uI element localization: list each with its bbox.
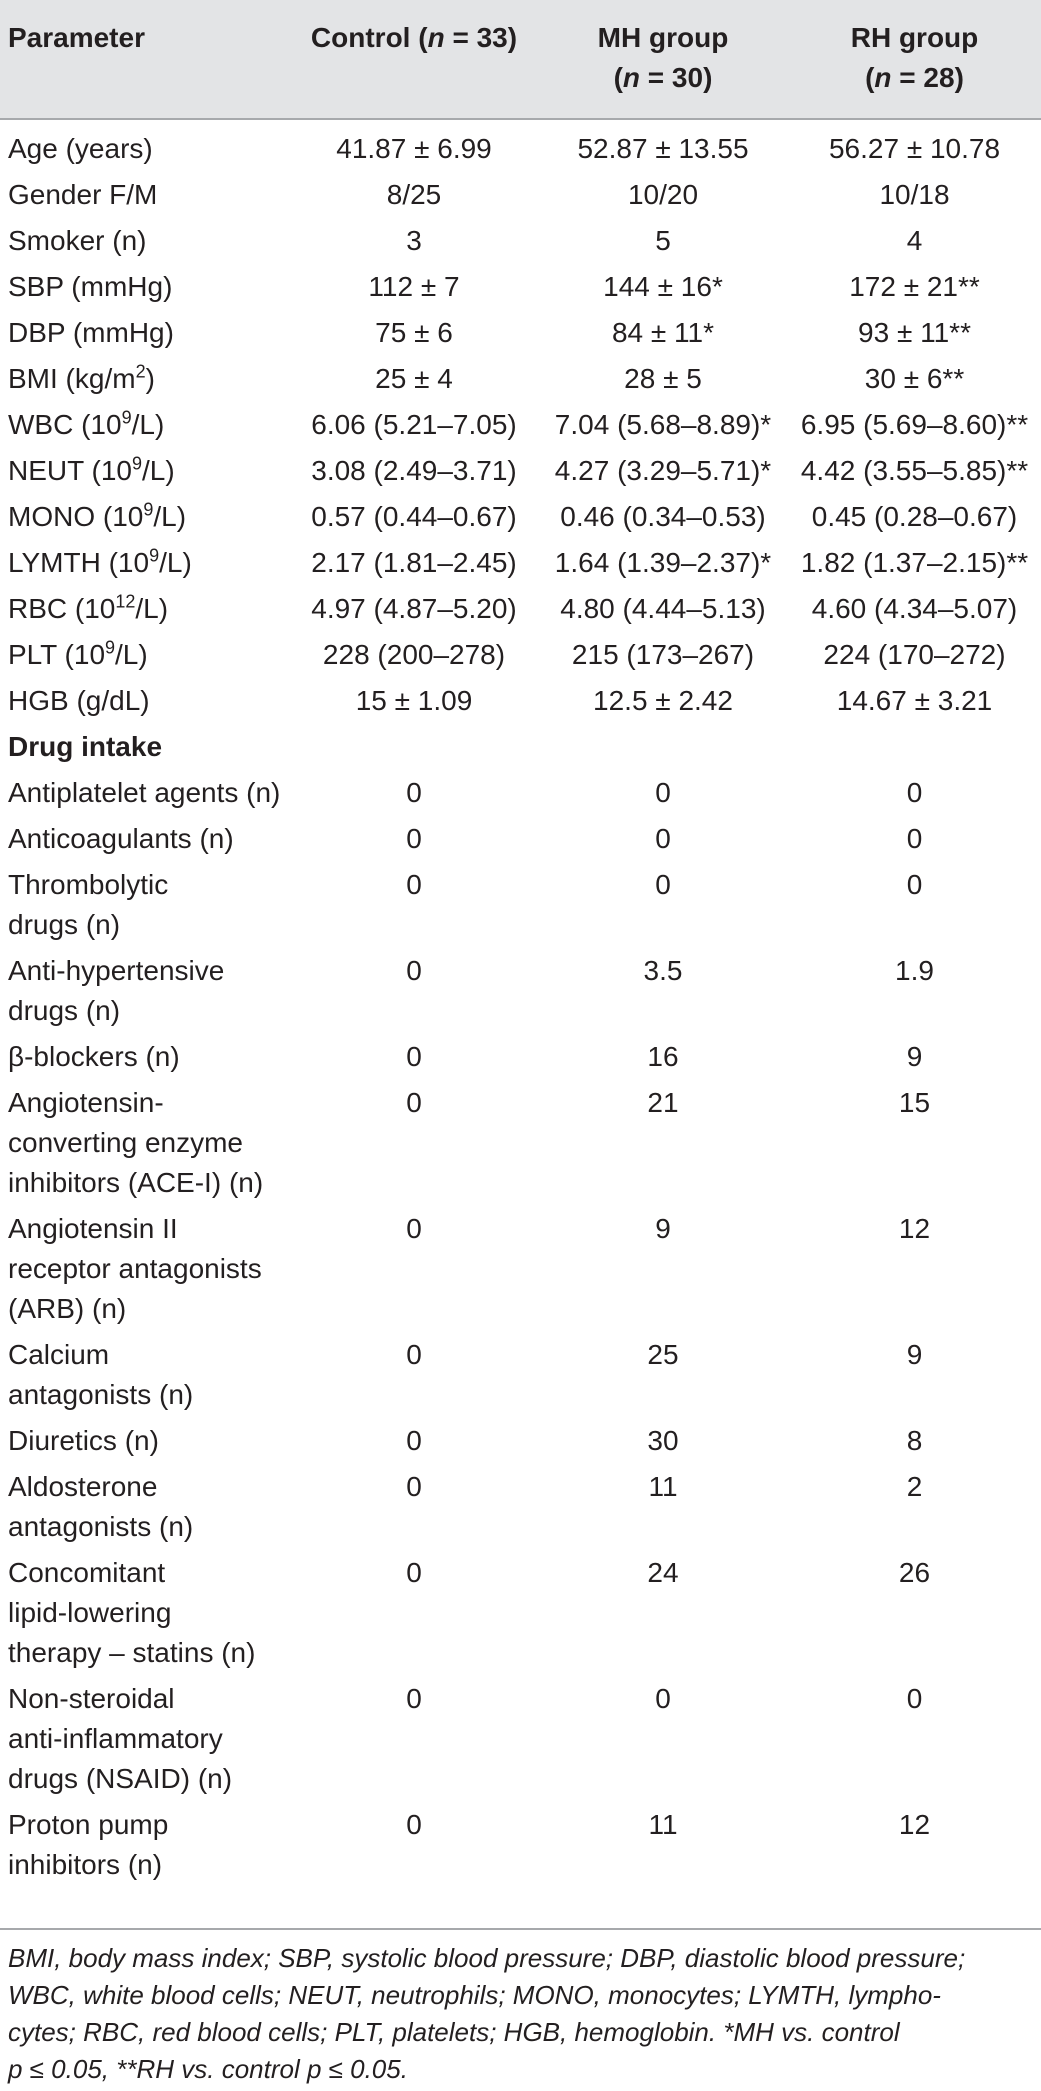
control-cell: 2.17 (1.81–2.45)	[311, 547, 517, 578]
rh-group-cell: 8	[906, 1425, 923, 1456]
table-row	[0, 497, 1041, 543]
table-row	[0, 1421, 1041, 1467]
rh-group-cell: 0	[906, 1683, 923, 1714]
table-row	[0, 451, 1041, 497]
parameter-cell: Diuretics (n)	[8, 1425, 159, 1456]
parameter-cell: RBC $(10^{12}/L)$	[8, 591, 169, 624]
mh-group-cell: 0	[655, 823, 671, 854]
parameter-cell: MONO $(10^9/L)$	[8, 499, 187, 532]
control-cell: 0	[406, 869, 422, 900]
footnote-rule	[0, 1928, 1041, 1930]
rh-group-cell: 1.9	[895, 955, 934, 986]
table-row	[0, 175, 1041, 221]
mh-group-cell: 3.5	[643, 955, 683, 986]
mh-group-cell: 24	[647, 1557, 679, 1588]
control-cell: 0	[406, 1471, 422, 1502]
control-cell: 4.97 (4.87–5.20)	[311, 593, 517, 624]
control-cell: 0	[406, 1557, 422, 1588]
mh-group-cell: 25	[647, 1339, 679, 1370]
parameter-cell: Antiplatelet agents (n)	[8, 777, 281, 808]
control-cell: 8/25	[386, 179, 442, 210]
control-cell: 25 ± 4	[375, 363, 453, 394]
mh-group-cell: 30	[647, 1425, 679, 1456]
mh-group-cell: 1.64 (1.39–2.37)*	[554, 547, 772, 578]
parameter-cell: Concomitant lipid-lowering therapy – statins (n)	[8, 1557, 256, 1668]
parameter-cell: Non-steroidal anti-inflammatory drugs (NSAID) (n)	[8, 1683, 233, 1794]
table-row	[0, 118, 1041, 175]
header-cell: Parameter	[8, 22, 145, 53]
rh-group-cell: 172 ± 21**	[849, 271, 980, 302]
rh-group-cell: 2	[906, 1471, 923, 1502]
rh-group-cell: 12	[898, 1213, 931, 1244]
header-cell: Control (n = 33)	[310, 22, 518, 53]
control-cell: 3	[406, 225, 422, 256]
footnote: BMI, body mass index; SBP, systolic blood pressure; DBP, diastolic blood pressure; WBC, white blood cells; NEUT, neutrophils; MONO, monocytes; LYMTH, lympho- cytes; RBC, red blood cells; PLT, platelets; HGB, hemoglobin. *MH vs. control p ≤ 0.05, **RH vs. control p ≤ 0.05.	[8, 1943, 966, 2084]
control-cell: 0	[406, 1041, 422, 1072]
parameter-cell: BMI $(kg/m^2)$	[8, 361, 155, 394]
parameter-cell: NEUT $(10^9/L)$	[8, 453, 175, 486]
parameter-cell: HGB (g/dL)	[8, 685, 150, 716]
rh-group-cell: 4.60 (4.34–5.07)	[811, 593, 1018, 624]
rh-group-cell: 26	[898, 1557, 931, 1588]
control-cell: 112 ± 7	[368, 271, 460, 302]
rh-group-cell: 12	[898, 1809, 931, 1840]
mh-group-cell: 52.87 ± 13.55	[577, 133, 749, 164]
table-row	[0, 1083, 1041, 1209]
table-row	[0, 1467, 1041, 1553]
table-row	[0, 1209, 1041, 1335]
table-row	[0, 819, 1041, 865]
table-row	[0, 635, 1041, 681]
mh-group-cell: 16	[647, 1041, 679, 1072]
mh-group-cell: 0	[655, 1683, 671, 1714]
table-row	[0, 589, 1041, 635]
control-cell: 0	[406, 1425, 422, 1456]
mh-group-cell: 4.80 (4.44–5.13)	[560, 593, 766, 624]
control-cell: 0	[406, 1087, 422, 1118]
header-cell: RH group (n = 28)	[850, 22, 979, 93]
mh-group-cell: 10/20	[627, 179, 699, 210]
control-cell: 0	[406, 1683, 422, 1714]
parameter-cell: Calcium antagonists (n)	[8, 1339, 194, 1410]
table-row	[0, 865, 1041, 951]
table-row	[0, 1805, 1041, 1891]
parameter-cell: Proton pump inhibitors (n)	[8, 1809, 169, 1880]
rh-group-cell: 93 ± 11**	[858, 317, 971, 348]
table-body	[0, 118, 1041, 1891]
header-rule	[0, 118, 1041, 120]
control-cell: 0	[406, 1339, 422, 1370]
mh-group-cell: 5	[655, 225, 671, 256]
rh-group-cell: 30 ± 6**	[864, 363, 965, 394]
parameter-cell: Angiotensin- converting enzyme inhibitors (ACE-I) (n)	[8, 1087, 264, 1198]
control-cell: 75 ± 6	[375, 317, 453, 348]
table-row	[0, 951, 1041, 1037]
rh-group-cell: 9	[906, 1339, 923, 1370]
parameter-cell: Aldosterone antagonists (n)	[8, 1471, 194, 1542]
control-cell: 41.87 ± 6.99	[336, 133, 492, 164]
control-cell: 228 (200–278)	[322, 639, 506, 670]
mh-group-cell: 144 ± 16*	[603, 271, 723, 302]
table-row	[0, 543, 1041, 589]
mh-group-cell: 0	[655, 869, 671, 900]
parameter-cell: SBP (mmHg)	[8, 271, 173, 302]
rh-group-cell: 6.95 (5.69–8.60)**	[800, 409, 1029, 440]
parameter-cell: Age (years)	[8, 133, 153, 164]
mh-group-cell: 215 (173–267)	[571, 639, 755, 670]
table-row	[0, 1553, 1041, 1679]
rh-group-cell: 1.82 (1.37–2.15)**	[800, 547, 1029, 578]
rh-group-cell: 14.67 ± 3.21	[836, 685, 993, 716]
table-row	[0, 359, 1041, 405]
control-cell: 15 ± 1.09	[355, 685, 473, 716]
control-cell: 0	[406, 955, 422, 986]
mh-group-cell: 0	[655, 777, 671, 808]
parameter-cell: Thrombolytic drugs (n)	[8, 869, 169, 940]
parameter-cell: WBC $(10^9/L)$	[8, 407, 165, 440]
table-row	[0, 313, 1041, 359]
header-cell: MH group (n = 30)	[597, 22, 729, 93]
table-row	[0, 267, 1041, 313]
rh-group-cell: 0	[906, 869, 923, 900]
parameter-cell: Smoker (n)	[8, 225, 147, 256]
mh-group-cell: 7.04 (5.68–8.89)*	[554, 409, 772, 440]
control-cell: 0.57 (0.44–0.67)	[311, 501, 517, 532]
parameter-cell: LYMTH $(10^9/L)$	[8, 545, 192, 578]
table-row	[0, 681, 1041, 727]
control-cell: 0	[406, 1809, 422, 1840]
table-row	[0, 1679, 1041, 1805]
rh-group-cell: 4	[906, 225, 923, 256]
rh-group-cell: 224 (170–272)	[823, 639, 1006, 670]
mh-group-cell: 11	[648, 1471, 678, 1502]
table-row	[0, 1335, 1041, 1421]
mh-group-cell: 4.27 (3.29–5.71)*	[554, 455, 772, 486]
rh-group-cell: 0	[906, 777, 923, 808]
control-cell: 0	[406, 823, 422, 854]
table-row	[0, 221, 1041, 267]
table-row	[0, 405, 1041, 451]
section-row	[0, 727, 1041, 773]
mh-group-cell: 28 ± 5	[624, 363, 702, 394]
section-heading: Drug intake	[8, 731, 163, 762]
mh-group-cell: 21	[647, 1087, 679, 1118]
header-row	[0, 0, 1041, 118]
mh-group-cell: 84 ± 11*	[611, 317, 715, 348]
rh-group-cell: 56.27 ± 10.78	[828, 133, 1001, 164]
control-cell: 6.06 (5.21–7.05)	[311, 409, 517, 440]
rh-group-cell: 4.42 (3.55–5.85)**	[800, 455, 1029, 486]
parameter-cell: DBP (mmHg)	[8, 317, 174, 348]
mh-group-cell: 12.5 ± 2.42	[593, 685, 733, 716]
parameter-cell: Angiotensin II receptor antagonists (ARB) (n)	[8, 1213, 262, 1324]
parameter-cell: Gender F/M	[8, 179, 158, 210]
control-cell: 3.08 (2.49–3.71)	[311, 455, 517, 486]
rh-group-cell: 0	[906, 823, 923, 854]
control-cell: 0	[406, 1213, 422, 1244]
rh-group-cell: 9	[906, 1041, 923, 1072]
parameter-cell: β-blockers (n)	[8, 1041, 180, 1072]
table-row	[0, 773, 1041, 819]
parameter-cell: Anticoagulants (n)	[8, 823, 234, 854]
mh-group-cell: 0.46 (0.34–0.53)	[560, 501, 766, 532]
rh-group-cell: 0.45 (0.28–0.67)	[811, 501, 1018, 532]
control-cell: 0	[406, 777, 422, 808]
table-row	[0, 1037, 1041, 1083]
mh-group-cell: 9	[655, 1213, 671, 1244]
rh-group-cell: 15	[898, 1087, 931, 1118]
parameter-cell: Anti-hypertensive drugs (n)	[8, 955, 225, 1026]
mh-group-cell: 11	[648, 1809, 678, 1840]
parameter-cell: PLT $(10^9/L)$	[8, 637, 148, 670]
rh-group-cell: 10/18	[879, 179, 950, 210]
